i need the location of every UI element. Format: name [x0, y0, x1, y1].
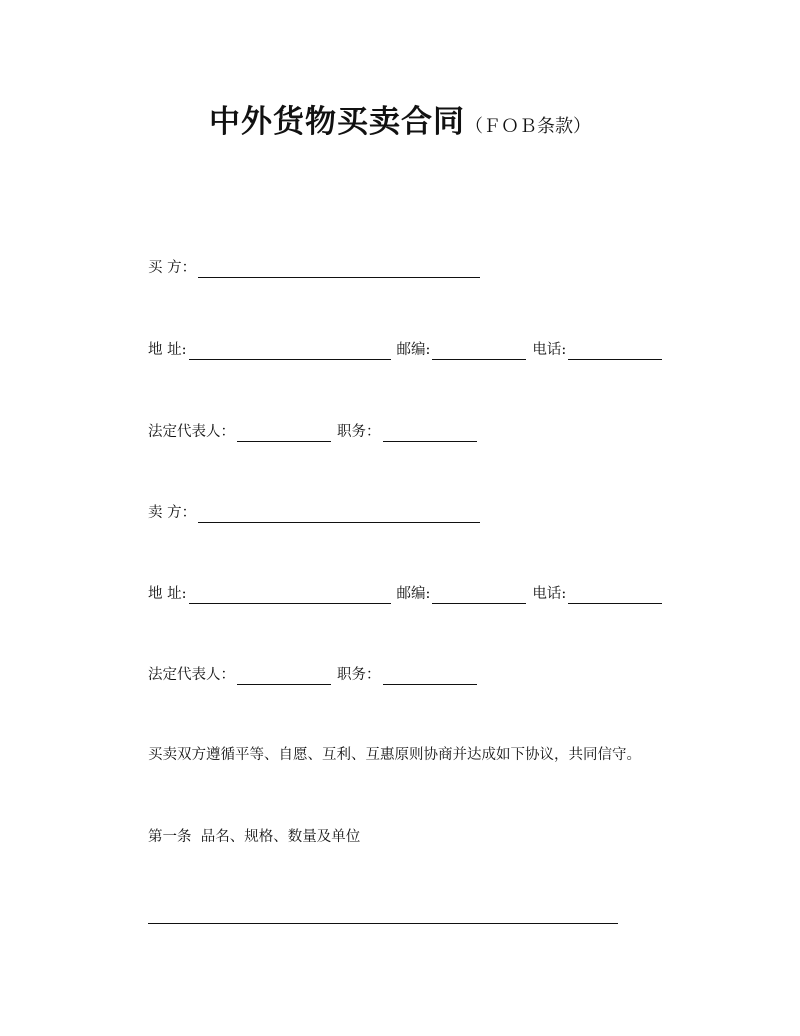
seller-rep-row: [148, 665, 483, 685]
article1-content-row: [148, 908, 624, 924]
seller-address-row: [148, 584, 668, 604]
seller-phone-label: 电话:: [532, 586, 567, 602]
title-subtitle: （ＦＯＢ条款）: [465, 116, 591, 137]
seller-party-row: [148, 503, 486, 523]
seller-address-blank[interactable]: [189, 588, 391, 604]
buyer-rep-label: 法定代表人：: [148, 424, 235, 440]
document-title: [0, 96, 800, 141]
seller-rep-blank[interactable]: [237, 669, 331, 685]
seller-position-blank[interactable]: [383, 669, 477, 685]
buyer-party-label: 买 方：: [148, 260, 197, 276]
buyer-postcode-blank[interactable]: [432, 344, 526, 360]
buyer-rep-row: [148, 422, 483, 442]
seller-address-label: 地 址:: [148, 586, 187, 602]
article1-row: [148, 827, 360, 847]
preamble-row: [148, 745, 641, 765]
buyer-address-row: [148, 340, 668, 360]
seller-name-blank[interactable]: [198, 507, 480, 523]
buyer-postcode-label: 邮编:: [396, 342, 431, 358]
seller-rep-label: 法定代表人：: [148, 667, 235, 683]
title-main: 中外货物买卖合同: [209, 104, 465, 140]
seller-position-label: 职务：: [337, 667, 381, 683]
seller-postcode-blank[interactable]: [432, 588, 526, 604]
article1-content-blank[interactable]: [148, 908, 618, 924]
seller-postcode-label: 邮编:: [396, 586, 431, 602]
buyer-party-row: [148, 258, 486, 278]
buyer-phone-blank[interactable]: [568, 344, 662, 360]
buyer-rep-blank[interactable]: [237, 426, 331, 442]
buyer-phone-label: 电话:: [532, 342, 567, 358]
buyer-address-blank[interactable]: [189, 344, 391, 360]
seller-party-label: 卖 方：: [148, 505, 197, 521]
buyer-position-label: 职务：: [337, 424, 381, 440]
buyer-address-label: 地 址:: [148, 342, 187, 358]
buyer-name-blank[interactable]: [198, 262, 480, 278]
preamble-text: 买卖双方遵循平等、自愿、互利、互惠原则协商并达成如下协议，共同信守。: [148, 747, 641, 763]
article1-heading: 第一条 品名、规格、数量及单位: [148, 829, 361, 845]
buyer-position-blank[interactable]: [383, 426, 477, 442]
seller-phone-blank[interactable]: [568, 588, 662, 604]
